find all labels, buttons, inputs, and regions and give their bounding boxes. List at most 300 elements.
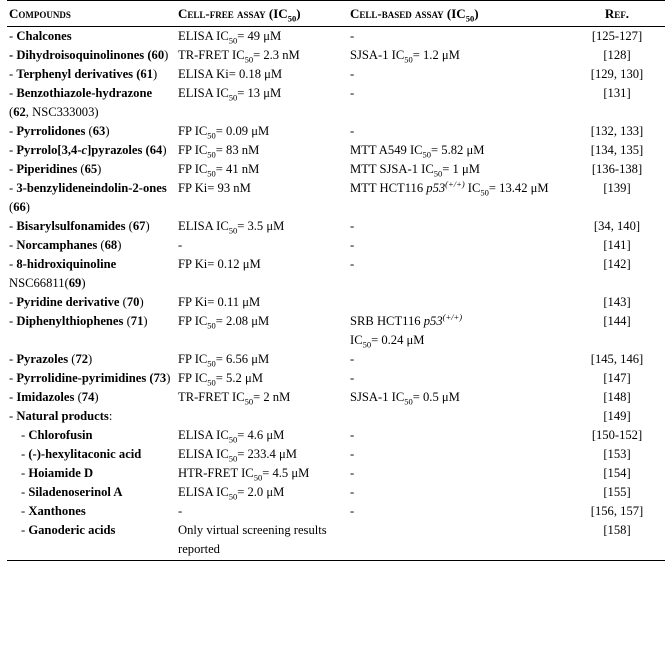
text-run: Chalcones <box>16 29 72 43</box>
cell-free-assay-cell <box>176 293 348 312</box>
reference-cell: [143] <box>603 295 631 309</box>
table-row <box>7 84 665 122</box>
compound-cell <box>7 350 176 369</box>
cell-free-assay-cell <box>176 179 348 217</box>
text-run: ( <box>9 105 14 119</box>
text-run: Pyrrolidine-pyrimidines ( <box>16 371 154 385</box>
text-run: ) <box>94 390 99 404</box>
text-run: = 13.42 μM <box>488 181 549 195</box>
table-row <box>7 217 665 236</box>
text-run: = 4.6 μM <box>237 428 285 442</box>
text-run: - <box>350 257 355 271</box>
text-run: 50 <box>207 320 216 331</box>
text-run: ( <box>123 314 131 328</box>
table-row <box>7 141 665 160</box>
text-run: - <box>350 466 355 480</box>
table-row <box>7 464 665 483</box>
text-run: c <box>81 143 88 157</box>
text-run: = 6.56 μM <box>215 352 270 366</box>
compound-cell <box>7 293 176 312</box>
cell-based-assay-cell <box>348 426 569 445</box>
text-run: = 2.08 μM <box>215 314 270 328</box>
text-run: 50 <box>253 472 263 483</box>
text-run: ]pyrazoles ( <box>87 143 150 157</box>
text-run: Pyrazoles <box>16 352 69 366</box>
text-run: - <box>9 409 17 423</box>
text-run: ( <box>74 390 82 404</box>
cell-based-assay-cell <box>348 369 569 388</box>
text-run: 50 <box>244 54 254 65</box>
text-run: 61 <box>140 67 154 81</box>
cell-free-assay-cell <box>176 141 348 160</box>
reference-cell: [156, 157] <box>590 504 644 518</box>
text-run: 66 <box>13 200 26 214</box>
text-run: - <box>9 162 17 176</box>
table-row <box>7 255 665 293</box>
text-run: Ganoderic acids <box>28 523 116 537</box>
cell-free-assay-cell <box>176 426 348 445</box>
compound-cell <box>7 312 176 350</box>
text-run: Natural products <box>16 409 109 423</box>
reference-cell: [154] <box>603 466 631 480</box>
text-run: FP IC <box>178 124 208 138</box>
text-run: ( <box>125 219 133 233</box>
reference-cell: [131] <box>603 86 631 100</box>
text-run: = 41 nM <box>215 162 260 176</box>
cell-based-assay-cell <box>348 65 569 84</box>
text-run: - <box>350 428 355 442</box>
table-header <box>7 1 665 27</box>
text-run: Pyrrolo[3,4- <box>16 143 82 157</box>
text-run: 50 <box>207 130 216 141</box>
cell-based-assay-cell <box>348 445 569 464</box>
text-run: 50 <box>228 35 238 46</box>
text-run: 50 <box>228 453 238 464</box>
text-run: ) <box>81 276 86 290</box>
text-run: - <box>9 124 17 138</box>
text-run: ) <box>162 143 167 157</box>
text-run: 50 <box>207 149 216 160</box>
reference-cell: [158] <box>569 521 665 561</box>
text-run: Xanthones <box>28 504 86 518</box>
cell-based-assay-cell <box>348 255 569 293</box>
reference-cell: [153] <box>603 447 631 461</box>
text-run: 65 <box>84 162 98 176</box>
cell-free-assay-cell <box>176 312 348 350</box>
text-run: = 5.82 μM <box>431 143 485 157</box>
text-run: 50 <box>422 149 432 160</box>
cell-free-assay-cell <box>176 122 348 141</box>
text-run: 50 <box>207 358 216 369</box>
text-run: 50 <box>228 434 238 445</box>
text-run: 62 <box>13 105 26 119</box>
cell-free-assay-cell <box>176 27 348 47</box>
reference-cell: [144] <box>603 314 631 328</box>
text-run: = 2.0 μM <box>237 485 285 499</box>
cell-based-assay-cell <box>348 464 569 483</box>
reference-cell: [139] <box>603 181 631 195</box>
text-run: = 49 μM <box>237 29 282 43</box>
text-run: NSC66811( <box>9 276 69 290</box>
text-run: = 2 nM <box>253 390 291 404</box>
text-run: FP IC <box>178 352 208 366</box>
text-run: (+/+) <box>442 311 463 322</box>
text-run: - <box>9 352 17 366</box>
compound-cell <box>7 46 176 65</box>
text-run: 50 <box>228 92 238 103</box>
text-run: 3-benzylideneindolin-2-ones <box>16 181 167 195</box>
reference-cell: [134, 135] <box>590 143 644 157</box>
text-run: 50 <box>228 491 238 502</box>
text-run: MTT HCT116 <box>350 181 427 195</box>
table-row <box>7 502 665 521</box>
text-run: = 0.24 μM <box>371 333 425 347</box>
cell-based-assay-cell <box>348 46 569 65</box>
text-run: ( <box>68 352 76 366</box>
text-run: ELISA IC <box>178 219 229 233</box>
compound-cell <box>7 160 176 179</box>
reference-cell: [142] <box>603 257 631 271</box>
text-run: = 233.4 μM <box>237 447 297 461</box>
text-run: 50 <box>433 168 443 179</box>
text-run: Only virtual screening results reported <box>178 523 327 556</box>
table-row <box>7 350 665 369</box>
text-run: Bisarylsulfonamides <box>16 219 126 233</box>
table-row <box>7 521 665 561</box>
reference-cell: [149] <box>603 409 631 423</box>
text-run: ELISA IC <box>178 29 229 43</box>
text-run: 8-hidroxiquinoline <box>16 257 117 271</box>
reference-cell: [141] <box>603 238 631 252</box>
text-run: 64 <box>149 143 163 157</box>
text-run: HTR-FRET IC <box>178 466 254 480</box>
cell-based-assay-cell <box>348 502 569 521</box>
compound-cell <box>7 179 176 217</box>
text-run: = 2.3 nM <box>253 48 300 62</box>
cell-free-assay-cell <box>176 46 348 65</box>
text-run: - <box>9 219 17 233</box>
cell-based-assay-cell <box>348 160 569 179</box>
text-run: - Dihydroisoquinolinones ( <box>9 48 152 62</box>
text-run: - <box>9 143 17 157</box>
text-run: Hoiamide D <box>28 466 94 480</box>
table-row <box>7 179 665 217</box>
text-run: ) <box>97 162 102 176</box>
text-run: ELISA IC <box>178 485 229 499</box>
text-run: ELISA IC <box>178 447 229 461</box>
text-run: - <box>350 29 355 43</box>
cell-free-assay-cell <box>176 407 348 426</box>
cell-free-assay-cell <box>176 445 348 464</box>
cell-based-assay-cell <box>348 350 569 369</box>
cell-free-assay-cell <box>176 388 348 407</box>
text-run: ) <box>164 48 169 62</box>
compound-cell <box>7 84 176 122</box>
cell-based-assay-cell <box>348 312 569 350</box>
text-run: = 13 μM <box>237 86 282 100</box>
text-run: - <box>9 29 17 43</box>
reference-cell: [147] <box>603 371 631 385</box>
table-row <box>7 388 665 407</box>
header-row <box>7 1 665 27</box>
cell-free-assay-cell <box>176 483 348 502</box>
text-run: - <box>9 390 17 404</box>
text-run: Terphenyl derivatives ( <box>16 67 141 81</box>
text-run: FP IC <box>178 314 208 328</box>
reference-cell: [150-152] <box>591 428 643 442</box>
text-run: - <box>9 181 17 195</box>
text-run: - <box>21 447 29 461</box>
text-run: FP Ki= 0.12 μM <box>178 257 261 271</box>
compound-cell <box>7 464 176 483</box>
header-cell-based-assay: Cell-based assay $(IC_{50})$ <box>348 1 569 27</box>
text-run: = 83 nM <box>215 143 260 157</box>
text-run: - <box>21 485 29 499</box>
table-row <box>7 122 665 141</box>
text-run: 69 <box>68 276 82 290</box>
text-run: ELISA IC <box>178 86 229 100</box>
text-run: FP Ki= 93 nM <box>178 181 251 195</box>
text-run: ) <box>88 352 93 366</box>
compound-cell <box>7 407 176 426</box>
table-row <box>7 65 665 84</box>
text-run: = 1 μM <box>442 162 480 176</box>
cell-based-assay-cell <box>348 521 569 561</box>
text-run: ) <box>166 371 171 385</box>
cell-free-assay-cell <box>176 84 348 122</box>
reference-cell: [132, 133] <box>590 124 644 138</box>
text-run: ) <box>139 295 144 309</box>
text-run: - <box>178 504 183 518</box>
text-run: - <box>350 447 355 461</box>
header-ref: Ref. <box>569 1 665 27</box>
text-run: - <box>9 314 17 328</box>
text-run: 70 <box>126 295 140 309</box>
cell-free-assay-cell <box>176 502 348 521</box>
text-run: Siladenoserinol A <box>28 485 123 499</box>
text-run: FP IC <box>178 162 208 176</box>
text-run: (-)-hexylitaconic acid <box>28 447 142 461</box>
table-row <box>7 46 665 65</box>
cell-based-assay-cell <box>348 27 569 47</box>
text-run: ELISA IC <box>178 428 229 442</box>
text-run: MTT A549 IC <box>350 143 423 157</box>
text-run: SJSA-1 IC <box>350 48 405 62</box>
text-run: - <box>350 371 355 385</box>
table-row <box>7 407 665 426</box>
compound-cell <box>7 236 176 255</box>
text-run: ( <box>77 162 85 176</box>
cell-based-assay-cell <box>348 84 569 122</box>
text-run: Pyridine derivative <box>16 295 120 309</box>
text-run: Piperidines <box>16 162 78 176</box>
text-run: - <box>21 466 29 480</box>
text-run: - <box>9 257 17 271</box>
text-run: 50 <box>207 168 216 179</box>
text-run: Pyrrolidones <box>16 124 86 138</box>
table-row <box>7 445 665 464</box>
cell-free-assay-cell <box>176 65 348 84</box>
text-run: - <box>21 504 29 518</box>
text-run: TR-FRET IC <box>178 390 245 404</box>
text-run: Norcamphanes <box>16 238 98 252</box>
compound-cell <box>7 217 176 236</box>
table-row <box>7 483 665 502</box>
cell-free-assay-cell <box>176 160 348 179</box>
reference-cell: [34, 140] <box>593 219 641 233</box>
text-run: = 4.5 μM <box>262 466 310 480</box>
text-run: ) <box>117 238 122 252</box>
compound-cell <box>7 521 176 561</box>
table-row <box>7 27 665 47</box>
text-run: - <box>350 86 355 100</box>
text-run: ( <box>119 295 127 309</box>
text-run: 50 <box>207 377 216 388</box>
text-run: 50 <box>228 225 238 236</box>
cell-free-assay-cell <box>176 217 348 236</box>
text-run: SJSA-1 IC <box>350 390 405 404</box>
cell-based-assay-cell <box>348 388 569 407</box>
text-run: - <box>9 67 17 81</box>
text-run: Imidazoles <box>16 390 75 404</box>
text-run: SRB HCT116 <box>350 314 424 328</box>
cell-free-assay-cell <box>176 464 348 483</box>
text-run: - <box>178 238 183 252</box>
text-run: (+/+) <box>445 178 465 189</box>
text-run: : <box>108 409 113 423</box>
cell-free-assay-cell <box>176 521 348 561</box>
text-run: = 3.5 μM <box>237 219 285 233</box>
cell-based-assay-cell <box>348 217 569 236</box>
text-run: - <box>350 67 355 81</box>
text-run: ) <box>143 314 148 328</box>
cell-free-assay-cell <box>176 255 348 293</box>
text-run: MTT SJSA-1 IC <box>350 162 434 176</box>
table-row <box>7 426 665 445</box>
text-run: - <box>350 504 355 518</box>
cell-based-assay-cell <box>348 141 569 160</box>
compound-cell <box>7 65 176 84</box>
cell-based-assay-cell <box>348 483 569 502</box>
cell-free-assay-cell <box>176 369 348 388</box>
text-run: = 5.2 μM <box>215 371 263 385</box>
text-run: 72 <box>75 352 89 366</box>
text-run: - <box>9 295 17 309</box>
reference-cell: [148] <box>603 390 631 404</box>
reference-cell: [125-127] <box>591 29 643 43</box>
text-run: - <box>350 124 355 138</box>
reference-cell: [145, 146] <box>590 352 644 366</box>
text-run: 71 <box>130 314 144 328</box>
text-run: p53 <box>423 314 443 328</box>
text-run: ) <box>145 219 150 233</box>
text-run: - <box>9 86 17 100</box>
text-run: - <box>350 219 355 233</box>
text-run: ( <box>97 238 105 252</box>
cell-free-assay-cell <box>176 350 348 369</box>
text-run: ( <box>9 200 14 214</box>
cell-free-assay-cell <box>176 236 348 255</box>
text-run: 74 <box>81 390 95 404</box>
text-run: 73 <box>153 371 167 385</box>
text-run: - <box>9 371 17 385</box>
text-run: ( <box>85 124 93 138</box>
text-run: - <box>350 238 355 252</box>
table-body <box>7 27 665 561</box>
compound-cell <box>7 141 176 160</box>
cell-based-assay-cell <box>348 293 569 312</box>
text-run: Chlorofusin <box>28 428 93 442</box>
text-run: 50 <box>404 396 413 407</box>
compound-cell <box>7 27 176 47</box>
text-run: FP IC <box>178 371 208 385</box>
table-row <box>7 369 665 388</box>
text-run: - <box>21 428 29 442</box>
text-run: 50 <box>404 54 413 65</box>
text-run: ) <box>25 200 30 214</box>
text-run: ) <box>105 124 110 138</box>
text-run: - <box>9 238 17 252</box>
text-run: 50 <box>244 396 254 407</box>
text-run: = 0.09 μM <box>215 124 270 138</box>
cell-based-assay-cell <box>348 179 569 217</box>
text-run: FP Ki= 0.11 μM <box>178 295 261 309</box>
compound-cell <box>7 426 176 445</box>
text-run: - <box>350 352 355 366</box>
cell-based-assay-cell <box>348 407 569 426</box>
table-row <box>7 236 665 255</box>
text-run: Benzothiazole-hydrazone <box>16 86 153 100</box>
text-run: ) <box>153 67 158 81</box>
reference-cell: [136-138] <box>591 162 643 176</box>
compounds-table <box>7 0 665 561</box>
text-run: p53 <box>426 181 446 195</box>
cell-based-assay-cell <box>348 122 569 141</box>
reference-cell: [155] <box>603 485 631 499</box>
compound-cell <box>7 483 176 502</box>
text-run: = 1.2 μM <box>412 48 460 62</box>
reference-cell: [129, 130] <box>590 67 644 81</box>
text-run: 68 <box>104 238 118 252</box>
text-run: IC <box>350 333 363 347</box>
text-run: 63 <box>92 124 106 138</box>
compound-cell <box>7 122 176 141</box>
text-run: 67 <box>132 219 146 233</box>
header-cell-free-assay: Cell-free assay $(IC_{50})$ <box>176 1 348 27</box>
compound-cell <box>7 369 176 388</box>
compound-cell <box>7 255 176 293</box>
table-row <box>7 293 665 312</box>
text-run: FP IC <box>178 143 208 157</box>
text-run: 50 <box>362 339 372 350</box>
text-run: ELISA Ki= 0.18 μM <box>178 67 283 81</box>
text-run: 60 <box>151 48 165 62</box>
table-row <box>7 312 665 350</box>
compound-cell <box>7 388 176 407</box>
reference-cell: [128] <box>603 48 631 62</box>
text-run: - <box>350 485 355 499</box>
text-run: = 0.5 μM <box>412 390 460 404</box>
text-run: - <box>21 523 29 537</box>
compound-cell <box>7 502 176 521</box>
header-compounds: Compounds <box>7 1 176 27</box>
text-run: , NSC333003) <box>25 105 99 119</box>
cell-based-assay-cell <box>348 236 569 255</box>
text-run: Diphenylthiophenes <box>16 314 124 328</box>
text-run: TR-FRET IC <box>178 48 245 62</box>
table-row <box>7 160 665 179</box>
text-run: IC <box>464 181 481 195</box>
